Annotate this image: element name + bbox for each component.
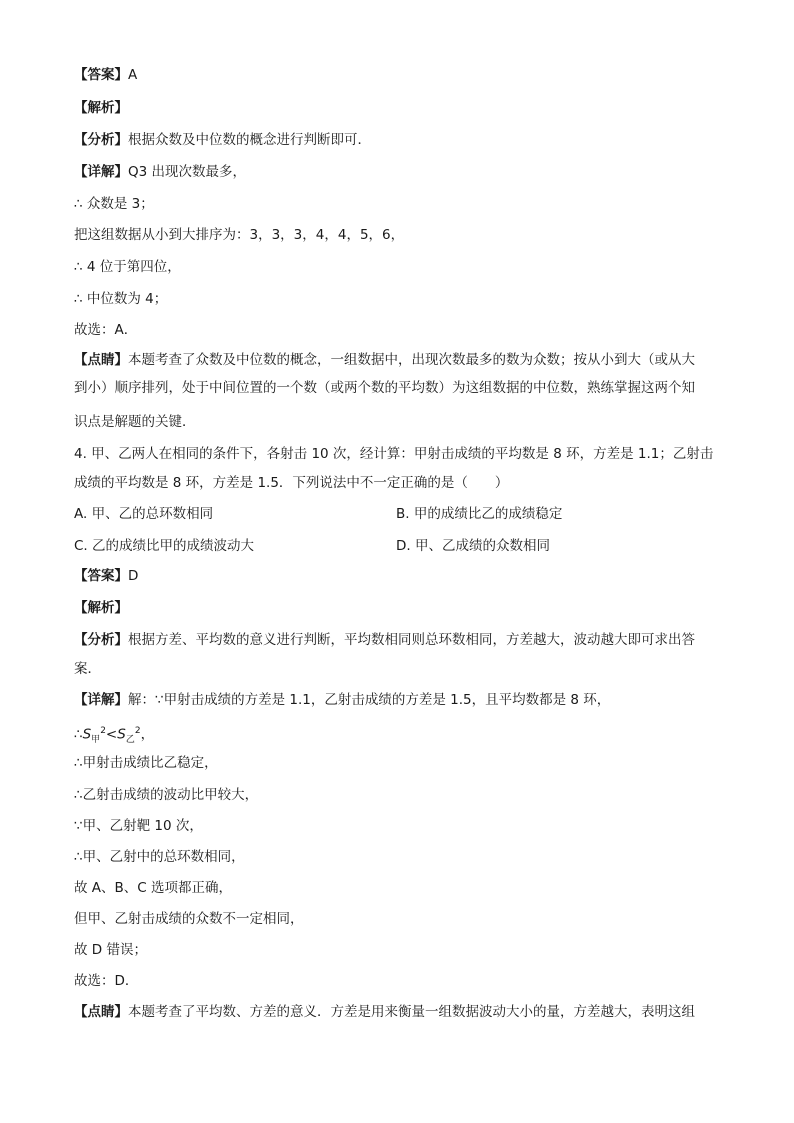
q3-comment-line: 【点睛】本题考查了众数及中位数的概念，一组数据中，出现次数最多的数为众数；按从小到大（或从大 xyxy=(74,352,695,368)
q4-detail-line: 故 D 错误； xyxy=(74,942,147,958)
option-d: D. 甲、乙成绩的众数相同 xyxy=(396,538,550,554)
detail-tag: 【详解】 xyxy=(74,164,128,180)
q4-comment-line: 【点睛】本题考查了平均数、方差的意义．方差是用来衡量一组数据波动大小的量，方差越大，表明这组 xyxy=(74,1004,695,1020)
answer-value: D xyxy=(128,568,139,584)
q3-comment-line: 到小）顺序排列，处于中间位置的一个数（或两个数的平均数）为这组数据的中位数，熟练掌握这两个知 xyxy=(74,380,695,396)
variance-formula: $\therefore S_甲^2<S_乙^2$， xyxy=(74,726,155,746)
option-a: A. 甲、乙的总环数相同 xyxy=(74,506,214,522)
q4-stem-line: 成绩的平均数是 8 环，方差是 1.5．下列说法中不一定正确的是（ ） xyxy=(74,475,509,491)
answer-tag: 【答案】 xyxy=(74,568,128,584)
fenxi-tag: 【分析】 xyxy=(74,632,128,648)
q4-fenxi-line: 案． xyxy=(74,661,101,677)
q3-comment-line: 识点是解题的关键． xyxy=(74,414,196,430)
q4-detail-line: 【详解】解：∵甲射击成绩的方差是 1.1，乙射击成绩的方差是 1.5，且平均数都是 8 环， xyxy=(74,692,611,708)
answer-tag: 【答案】 xyxy=(74,67,128,83)
q4-detail-line: 但甲、乙射击成绩的众数不一定相同， xyxy=(74,911,304,927)
q3-fenxi-line xyxy=(74,131,371,149)
detail-text: Q3 出现次数最多， xyxy=(128,164,247,180)
q4-detail-line: ∴甲、乙射中的总环数相同， xyxy=(74,849,245,865)
comment-tag: 【点睛】 xyxy=(74,1004,128,1020)
q3-detail-line: 故选：A． xyxy=(74,322,138,338)
q4-analysis-tag: 【解析】 xyxy=(74,600,128,616)
q3-answer-line xyxy=(74,66,137,84)
q4-detail-line: ∴甲射击成绩比乙稳定， xyxy=(74,755,218,771)
q4-fenxi-line: 【分析】根据方差、平均数的意义进行判断，平均数相同则总环数相同，方差越大，波动越大即可求出答 xyxy=(74,632,695,648)
q4-answer-line xyxy=(74,567,138,585)
detail-tag: 【详解】 xyxy=(74,692,128,708)
comment-tag: 【点睛】 xyxy=(74,352,128,368)
q4-detail-line: ∵甲、乙射靶 10 次， xyxy=(74,818,203,834)
fenxi-tag: 【分析】 xyxy=(74,132,128,148)
q3-detail-line: 把这组数据从小到大排序为：3，3，3，4，4，5，6， xyxy=(74,227,405,243)
q4-detail-line: 故选：D． xyxy=(74,973,139,989)
option-c: C. 乙的成绩比甲的成绩波动大 xyxy=(74,538,255,554)
q3-detail-line: ∴ 中位数为 4； xyxy=(74,291,168,307)
q3-detail-line: ∴ 众数是 3； xyxy=(74,196,154,212)
q3-detail-line: ∴ 4 位于第四位， xyxy=(74,259,181,275)
q3-analysis-tag: 【解析】 xyxy=(74,100,128,116)
q4-detail-line: ∴乙射击成绩的波动比甲较大， xyxy=(74,787,259,803)
q4-detail-line: 故 A、B、C 选项都正确， xyxy=(74,880,233,896)
option-b: B. 甲的成绩比乙的成绩稳定 xyxy=(396,506,563,522)
fenxi-text: 根据众数及中位数的概念进行判断即可． xyxy=(128,132,371,148)
q3-detail-line xyxy=(74,163,246,181)
answer-value: A xyxy=(128,67,138,83)
q4-stem-line: 4. 甲、乙两人在相同的条件下，各射击 10 次，经计算：甲射击成绩的平均数是 8 环，方差是 1.1；乙射击 xyxy=(74,446,714,462)
